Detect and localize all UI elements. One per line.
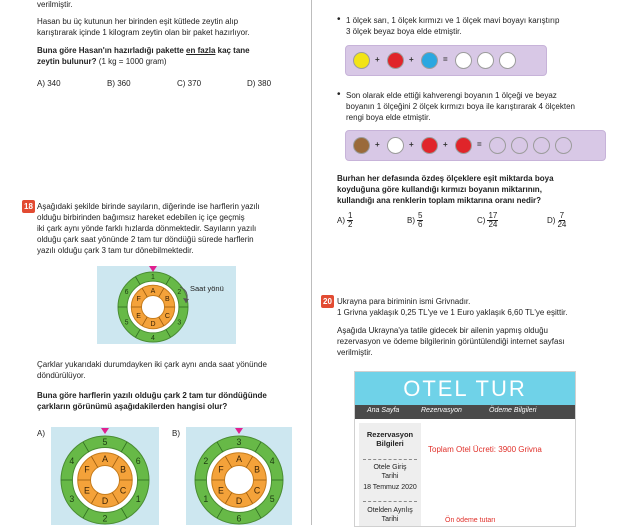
wheel-number: 1 — [151, 274, 155, 281]
q19-mix1-line1: 1 ölçek sarı, 1 ölçek kırmızı ve 1 ölçek mavi boyayı karıştırıp — [346, 16, 560, 25]
q18-option-b-wheel-body — [195, 436, 283, 524]
wheel-number: 5 — [124, 319, 129, 327]
wheel-number: 6 — [135, 455, 141, 466]
q18-option-b-wheel — [186, 427, 292, 525]
q18-body-3: iki çark aynı yönde farklı hızlarda dönmektedir. Sayıların yazılı — [37, 224, 257, 233]
q19-option-a[interactable]: A) $\frac{1}{2}$ — [337, 211, 353, 229]
lilac-paint-icon — [489, 137, 506, 154]
wheel-number: 1 — [203, 494, 209, 505]
q17-body-2: karıştırarak içinde 1 kilogram zeytin olan bir paket hazırlıyor. — [37, 28, 250, 37]
q20-body-2: 1 Grivna yaklaşık 0,25 TL'ye ve 1 Euro yaklaşık 6,60 TL'ye eşittir. — [337, 308, 568, 317]
q18-body-2: olduğu birbirinden bağımsız hareket edebilen iç içe geçmiş — [37, 213, 245, 222]
checkin-label-1: Otele Giriş — [373, 464, 407, 471]
wheel-letter: A — [236, 454, 242, 465]
q19-question-2: koyduğuna göre kullandığı kırmızı boyanın miktarının, — [337, 185, 542, 194]
plus-sign: + — [409, 55, 414, 64]
wheel-hub — [90, 465, 119, 494]
wheel-number: 4 — [151, 334, 155, 342]
equals-sign: = — [443, 55, 448, 64]
bullet-icon: • — [337, 89, 341, 100]
q19-mix2-panel — [345, 130, 606, 161]
wheel-number: 6 — [124, 289, 129, 297]
q19-question-1: Burhan her defasında özdeş ölçeklere eşit miktarda boya — [337, 174, 554, 183]
nav-payment[interactable]: Ödeme Bilgileri — [489, 407, 537, 414]
q19-option-c[interactable]: C) $\frac{17}{24}$ — [477, 211, 498, 229]
wheel-marker-icon — [149, 266, 157, 272]
q19-option-d[interactable]: D) $\frac{7}{24}$ — [547, 211, 567, 229]
q17-question-1: Buna göre Hasan'ın hazırladığı pakette en fazla kaç tane — [37, 46, 250, 55]
q18-body-4: olduğu çark saat yönünde 2 tam tur döndüğü sürede harflerin — [37, 235, 254, 244]
nav-reservation[interactable]: Rezervasyon — [421, 407, 462, 414]
q20-body2-2: rezervasyon ve ödeme bilgilerinin görüntülendiği internet sayfası — [337, 337, 565, 346]
red-paint-icon — [387, 52, 404, 69]
q19-mix1-panel — [345, 45, 547, 76]
wheel-letter: F — [218, 464, 224, 475]
hotel-website-screenshot — [354, 371, 576, 527]
q18-main-wheel — [97, 266, 236, 344]
wheel-number: 2 — [203, 455, 209, 466]
q18-body-1: Aşağıdaki şekilde birinde sayıların, diğerinde ise harflerin yazılı — [37, 202, 260, 211]
checkin-label-2: Tarihi — [381, 473, 399, 480]
wheel-letter: E — [83, 485, 90, 496]
q17-option-a[interactable]: A) 340 — [37, 79, 61, 88]
wheel-number: 4 — [69, 455, 75, 466]
q18-after-1: Çarklar yukarıdaki durumdayken iki çark aynı anda saat yönünde — [37, 360, 267, 369]
sidebar-title-1: Rezervasyon — [366, 430, 414, 439]
q18-question-1: Buna göre harflerin yazılı olduğu çark 2 tam tur döndüğünde — [37, 391, 267, 400]
clockwise-arrow-icon — [178, 283, 192, 305]
q18-after-2: döndürülüyor. — [37, 371, 86, 380]
wheel-number: 1 — [135, 494, 141, 505]
q17-option-d[interactable]: D) 380 — [247, 79, 272, 88]
q19-mix2-line1: Son olarak elde ettiği kahverengi boyanın 1 ölçeği ve beyaz — [346, 91, 557, 100]
wheel-letter: C — [253, 485, 261, 496]
q18-option-a-wheel-body — [61, 436, 149, 524]
wheel-letter: F — [136, 296, 141, 304]
q17-option-c[interactable]: C) 370 — [177, 79, 202, 88]
checkout-label-2: Tarihi — [381, 516, 399, 523]
brown-paint-icon — [353, 137, 370, 154]
wheel-letter: B — [254, 464, 261, 475]
wheel-number: 2 — [102, 513, 108, 524]
q19-question-3: kullandığı ana renklerin toplam miktarına oranı nedir? — [337, 196, 542, 205]
q20-body2-3: verilmiştir. — [337, 348, 373, 357]
wheel-number: 5 — [102, 436, 108, 447]
checkout-label-1: Otelden Ayrılış — [367, 507, 413, 514]
wheel-number: 5 — [269, 494, 275, 505]
q17-body-1: Hasan bu üç kutunun her birinden eşit kütlede zeytin alıp — [37, 17, 239, 26]
wheel-number: 3 — [69, 494, 75, 505]
site-nav — [355, 405, 575, 419]
red-paint-icon — [455, 137, 472, 154]
red-paint-icon — [421, 137, 438, 154]
q18-number-badge: 18 — [22, 200, 35, 213]
q18-option-a-label[interactable]: A) — [37, 429, 45, 438]
wheel-letter: C — [164, 312, 170, 320]
prepayment-label: Ön ödeme tutarı — [445, 517, 496, 524]
q18-option-a-panel[interactable] — [51, 427, 159, 525]
wheel-marker-icon — [101, 428, 109, 434]
wheel-letter: D — [150, 321, 156, 329]
q18-direction-label: Saat yönü — [190, 284, 224, 293]
wheel-number: 2 — [177, 289, 182, 297]
wheel-hub — [224, 465, 253, 494]
lilac-paint-icon — [533, 137, 550, 154]
white-paint-icon — [477, 52, 494, 69]
q18-option-b-label[interactable]: B) — [172, 429, 180, 438]
wheel-number: 3 — [236, 436, 242, 447]
q19-option-b[interactable]: B) $\frac{5}{6}$ — [407, 211, 423, 229]
q19-mix2-line3: rengi boya elde etmiştir. — [346, 113, 431, 122]
q18-option-a-wheel — [51, 427, 159, 525]
q20-body2-1: Aşağıda Ukrayna'ya tatile gidecek bir ailenin yapmış olduğu — [337, 326, 548, 335]
wheel-letter: D — [235, 495, 243, 506]
wheel-number: 4 — [269, 455, 275, 466]
lilac-paint-icon — [555, 137, 572, 154]
q17-option-b[interactable]: B) 360 — [107, 79, 131, 88]
q18-body-5: yazılı olduğu çark 3 tam tur dönebilmektedir. — [37, 246, 194, 255]
q17-question-2: zeytin bulunur? (1 kg = 1000 gram) — [37, 57, 167, 66]
wheel-letter: E — [217, 485, 224, 496]
lilac-paint-icon — [511, 137, 528, 154]
q20-body-1: Ukrayna para biriminin ismi Grivnadır. — [337, 297, 471, 306]
wheel-marker-icon — [235, 428, 243, 434]
q19-mix1-line2: 3 ölçek beyaz boya elde etmiştir. — [346, 27, 462, 36]
site-header — [355, 372, 575, 405]
sidebar-divider — [363, 459, 417, 460]
sidebar-title-2: Bilgileri — [376, 439, 404, 448]
wheel-letter: B — [120, 464, 127, 475]
blue-paint-icon — [421, 52, 438, 69]
wheel-letter: C — [119, 485, 127, 496]
plus-sign: + — [409, 140, 414, 149]
bullet-icon: • — [337, 14, 341, 25]
q19-mix2-line2: boyanın 1 ölçeğini 2 ölçek kırmızı boya ile karıştırarak 4 ölçekten — [346, 102, 575, 111]
plus-sign: + — [375, 55, 380, 64]
yellow-paint-icon — [353, 52, 370, 69]
plus-sign: + — [443, 140, 448, 149]
white-paint-icon — [499, 52, 516, 69]
wheel-letter: E — [136, 312, 141, 320]
wheel-letter: A — [102, 454, 108, 465]
q18-option-b-panel[interactable] — [186, 427, 292, 525]
white-paint-icon — [455, 52, 472, 69]
q18-question-2: çarkların görünümü aşağıdakilerden hangisi olur? — [37, 402, 228, 411]
wheel-letter: D — [101, 495, 109, 506]
column-divider — [311, 0, 312, 525]
wheel-number: 6 — [236, 513, 242, 524]
white-paint-icon — [387, 137, 404, 154]
wheel-number: 3 — [177, 319, 182, 327]
total-hotel-fee: Toplam Otel Ücreti: 3900 Grivna — [428, 445, 542, 454]
site-logo: OTEL TUR — [403, 376, 527, 401]
q17-intro-tail: verilmiştir. — [37, 0, 73, 9]
nav-home[interactable]: Ana Sayfa — [367, 407, 400, 414]
q20-number-badge: 20 — [321, 295, 334, 308]
q17-emphasis: en fazla — [186, 46, 216, 55]
sidebar-divider — [363, 501, 417, 502]
wheel-hub — [141, 295, 164, 318]
q18-main-wheel-panel — [97, 266, 236, 344]
wheel-letter: F — [84, 464, 90, 475]
equals-sign: = — [477, 140, 482, 149]
plus-sign: + — [375, 140, 380, 149]
wheel-letter: B — [165, 296, 170, 304]
wheel-letter: A — [150, 287, 156, 295]
checkin-date: 18 Temmuz 2020 — [363, 484, 417, 491]
